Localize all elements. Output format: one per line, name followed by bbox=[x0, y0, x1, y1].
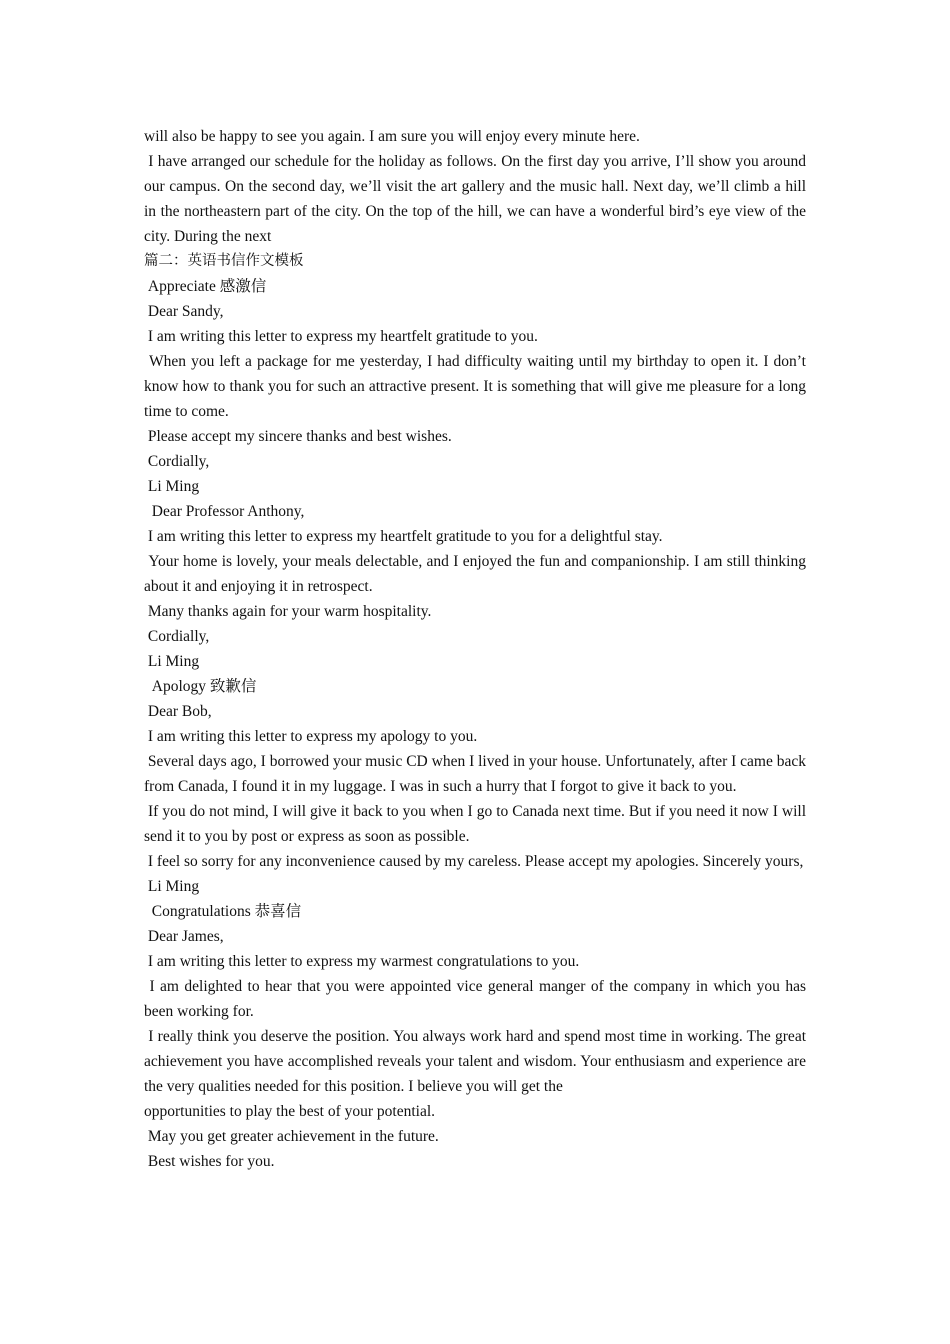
paragraph: Several days ago, I borrowed your music CD when I lived in your house. Unfortunately, after I came back from Canada, I found it in my luggage. I was in such a hurry that I forgot to give it back to you. bbox=[144, 753, 810, 795]
paragraph: I feel so sorry for any inconvenience caused by my careless. Please accept my apologies. Sincerely yours, bbox=[144, 853, 804, 870]
paragraph: I am writing this letter to express my apology to you. bbox=[144, 728, 478, 745]
letter-heading-appreciate: Appreciate 感激信 bbox=[144, 278, 267, 295]
paragraph: I am writing this letter to express my warmest congratulations to you. bbox=[144, 953, 580, 970]
letter-heading-congratulations: Congratulations 恭喜信 bbox=[144, 903, 302, 920]
section-heading: 篇二：英语书信作文模板 bbox=[144, 253, 304, 269]
signature: Li Ming bbox=[144, 478, 200, 495]
signature: Li Ming bbox=[144, 653, 200, 670]
paragraph: Many thanks again for your warm hospitality. bbox=[144, 603, 432, 620]
salutation: Dear Sandy, bbox=[144, 303, 224, 320]
closing: Cordially, bbox=[144, 453, 210, 470]
paragraph: I am delighted to hear that you were appointed vice general manger of the company in which you has been working for. bbox=[144, 978, 810, 1020]
salutation: Dear James, bbox=[144, 928, 224, 945]
document-page bbox=[144, 124, 810, 1174]
paragraph: I am writing this letter to express my heartfelt gratitude to you for a delightful stay. bbox=[144, 528, 663, 545]
closing: Cordially, bbox=[144, 628, 210, 645]
paragraph: Please accept my sincere thanks and best wishes. bbox=[144, 428, 452, 445]
paragraph: I am writing this letter to express my heartfelt gratitude to you. bbox=[144, 328, 538, 345]
salutation: Dear Bob, bbox=[144, 703, 212, 720]
paragraph: May you get greater achievement in the future. bbox=[144, 1128, 439, 1145]
paragraph: I really think you deserve the position. You always work hard and spend most time in working. The great achievement you have accomplished reveals your talent and wisdom. Your enthusiasm and experience are the very qualities needed for this position. I believe you will get the bbox=[144, 1028, 810, 1095]
paragraph: opportunities to play the best of your potential. bbox=[144, 1103, 436, 1120]
paragraph-schedule: I have arranged our schedule for the holiday as follows. On the first day you arrive, I’ll show you around our campus. On the second day, we’ll visit the art gallery and the music hall. Next day, we’ll climb a hill in the northeastern part of the city. On the top of the hill, we can have a wonderful bird’s eye view of the city. During the next bbox=[144, 153, 810, 245]
paragraph-continuation: will also be happy to see you again. I am sure you will enjoy every minute here. bbox=[144, 128, 640, 145]
signature: Li Ming bbox=[144, 878, 200, 895]
salutation: Dear Professor Anthony, bbox=[144, 503, 305, 520]
paragraph: Your home is lovely, your meals delectable, and I enjoyed the fun and companionship. I am still thinking about it and enjoying it in retrospect. bbox=[144, 553, 810, 595]
closing: Best wishes for you. bbox=[144, 1153, 275, 1170]
letter-heading-apology: Apology 致歉信 bbox=[144, 678, 257, 695]
paragraph: When you left a package for me yesterday, I had difficulty waiting until my birthday to open it. I don’t know how to thank you for such an attractive present. It is something that will give me pleasure for a long time to come. bbox=[144, 353, 810, 420]
paragraph: If you do not mind, I will give it back to you when I go to Canada next time. But if you need it now I will send it to you by post or express as soon as possible. bbox=[144, 803, 810, 845]
